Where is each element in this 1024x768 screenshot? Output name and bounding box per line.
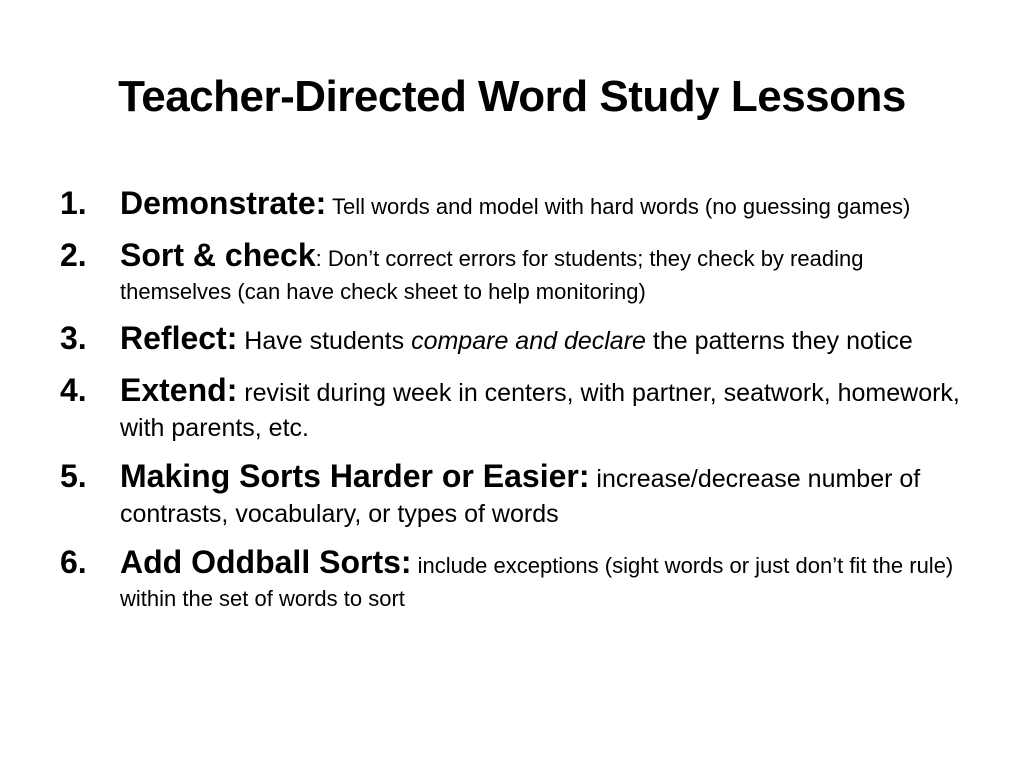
item-description: include exceptions (sight words or just don’t fit the rule) within the set of words to sort xyxy=(120,553,954,611)
item-description: revisit during week in centers, with partner, seatwork, homework, with parents, etc. xyxy=(120,379,960,442)
item-heading: Add Oddball Sorts: xyxy=(120,544,412,580)
list-item-extend xyxy=(60,369,970,445)
item-heading: Extend: xyxy=(120,372,238,408)
list-item-harder-easier xyxy=(60,455,970,531)
item-description-start: Have students xyxy=(237,327,412,355)
item-number: 1. xyxy=(60,185,87,221)
list-item-reflect xyxy=(60,317,970,359)
lesson-steps-list xyxy=(60,182,970,624)
item-heading: Making Sorts Harder or Easier: xyxy=(120,458,590,494)
list-item-sort-check xyxy=(60,234,970,307)
item-number: 3. xyxy=(60,320,87,356)
item-heading: Reflect: xyxy=(120,320,238,356)
item-number: 6. xyxy=(60,544,87,580)
item-number: 4. xyxy=(60,372,87,408)
item-description: Tell words and model with hard words (no guessing games) xyxy=(326,194,911,219)
item-description-end: the patterns they notice xyxy=(645,327,913,355)
slide-title: Teacher-Directed Word Study Lessons xyxy=(118,72,906,121)
item-heading: Sort & check xyxy=(120,237,316,273)
item-colon: : xyxy=(315,246,322,271)
list-item-oddball xyxy=(60,541,970,614)
item-description: increase/decrease number of contrasts, vocabulary, or types of words xyxy=(120,465,921,528)
item-description-emphasis: compare and declare xyxy=(411,327,646,355)
item-number: 2. xyxy=(60,237,87,273)
item-number: 5. xyxy=(60,458,87,494)
list-item-demonstrate xyxy=(60,182,970,224)
item-description: Don’t correct errors for students; they check by reading themselves (can have check sheet to help monitoring) xyxy=(120,246,864,304)
item-heading: Demonstrate: xyxy=(120,185,327,221)
